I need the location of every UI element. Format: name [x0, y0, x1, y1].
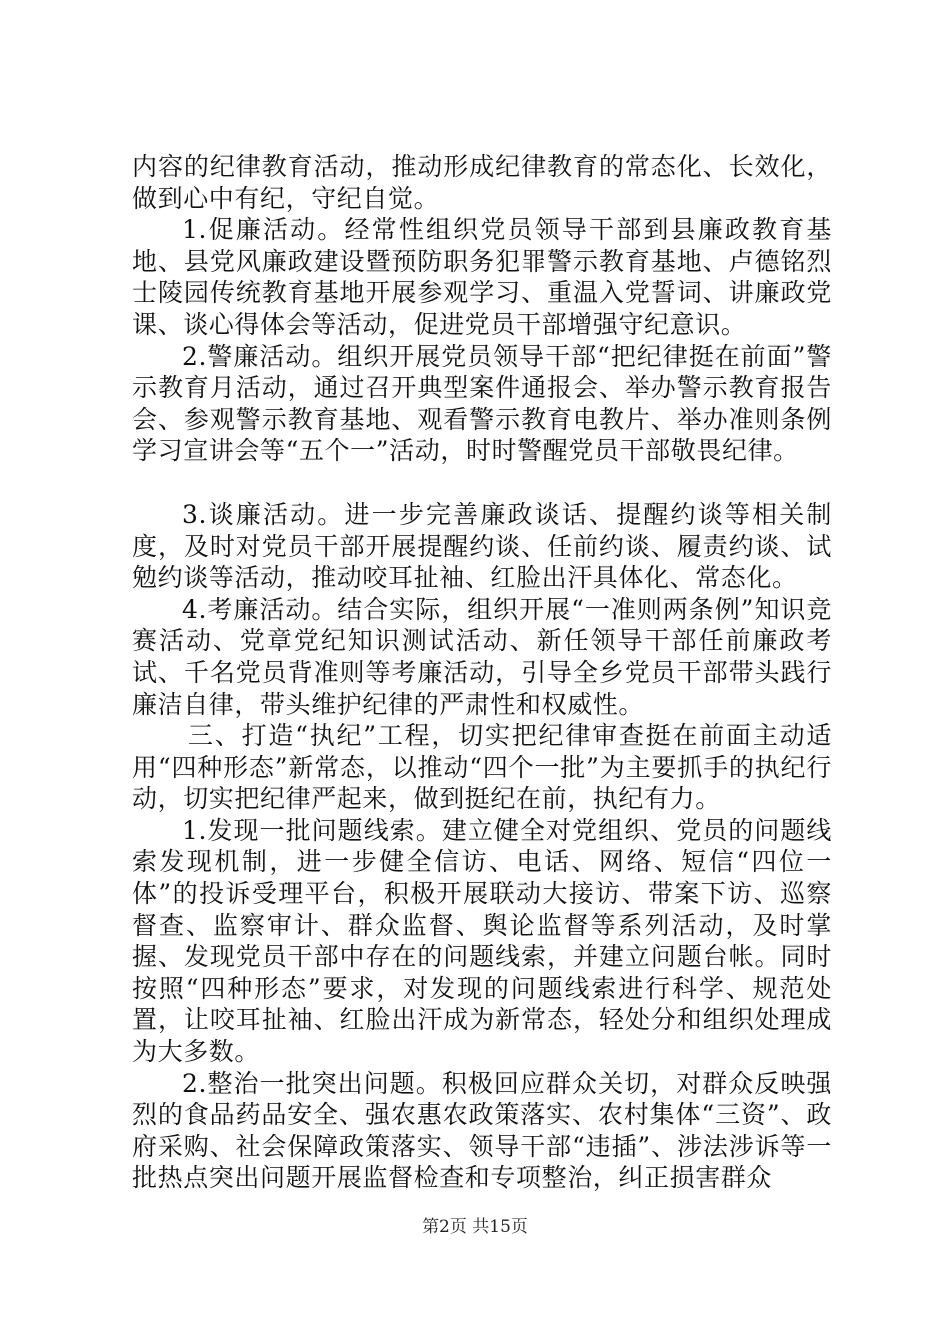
- page-number-footer: 第2页 共15页: [422, 1217, 528, 1237]
- paragraph-item-jing-lian: 2.警廉活动。组织开展党员领导干部“把纪律挺在前面”警示教育月活动，通过召开典型案件通报会、举办警示教育报告会、参观警示教育基地、观看警示教育电教片、举办准则条例学习宣讲会等“五个一”活动，时时警醒党员干部敬畏纪律。: [132, 341, 832, 466]
- section-heading-three: 三、打造“执纪”工程，切实把纪律审查挺在前面主动适用“四种形态”新常态，以推动“四个一批”为主要抓手的执纪行动，切实把纪律严起来，做到挺纪在前，执纪有力。: [132, 721, 832, 814]
- paragraph-item-zheng-zhi: 2.整治一批突出问题。积极回应群众关切，对群众反映强烈的食品药品安全、强农惠农政策落实、农村集体“三资”、政府采购、社会保障政策落实、领导干部“违插”、涉法涉诉等一批热点突出问题开展监督检查和专项整治，纠正损害群众: [132, 1068, 832, 1193]
- paragraph-item-cu-lian: 1.促廉活动。经常性组织党员领导干部到县廉政教育基地、县党风廉政建设暨预防职务犯罪警示教育基地、卢德铭烈士陵园传统教育基地开展参观学习、重温入党誓词、讲廉政党课、谈心得体会等活动，促进党员干部增强守纪意识。: [132, 215, 832, 339]
- paragraph-continuation: 内容的纪律教育活动，推动形成纪律教育的常态化、长效化，做到心中有纪，守纪自觉。: [132, 152, 832, 213]
- paragraph-item-kao-lian: 4.考廉活动。结合实际，组织开展“一准则两条例”知识竞赛活动、党章党纪知识测试活动、新任领导干部任前廉政考试、千名党员背准则等考廉活动，引导全乡党员干部带头践行廉洁自律，带头维护纪律的严肃性和权威性。: [132, 594, 832, 719]
- document-body: [132, 151, 832, 1194]
- paragraph-item-fa-xian: 1.发现一批问题线索。建立健全对党组织、党员的问题线索发现机制，进一步健全信访、电话、网络、短信“四位一体”的投诉受理平台，积极开展联动大接访、带案下访、巡察督查、监察审计、群众监督、舆论监督等系列活动，及时掌握、发现党员干部中存在的问题线索，并建立问题台帐。同时按照“四种形态”要求，对发现的问题线索进行科学、规范处置，让咬耳扯袖、红脸出汗成为新常态，轻处分和组织处理成为大多数。: [132, 815, 832, 1067]
- paragraph-item-tan-lian: 3.谈廉活动。进一步完善廉政谈话、提醒约谈等相关制度，及时对党员干部开展提醒约谈、任前约谈、履责约谈、试勉约谈等活动，推动咬耳扯袖、红脸出汗具体化、常态化。: [132, 499, 832, 593]
